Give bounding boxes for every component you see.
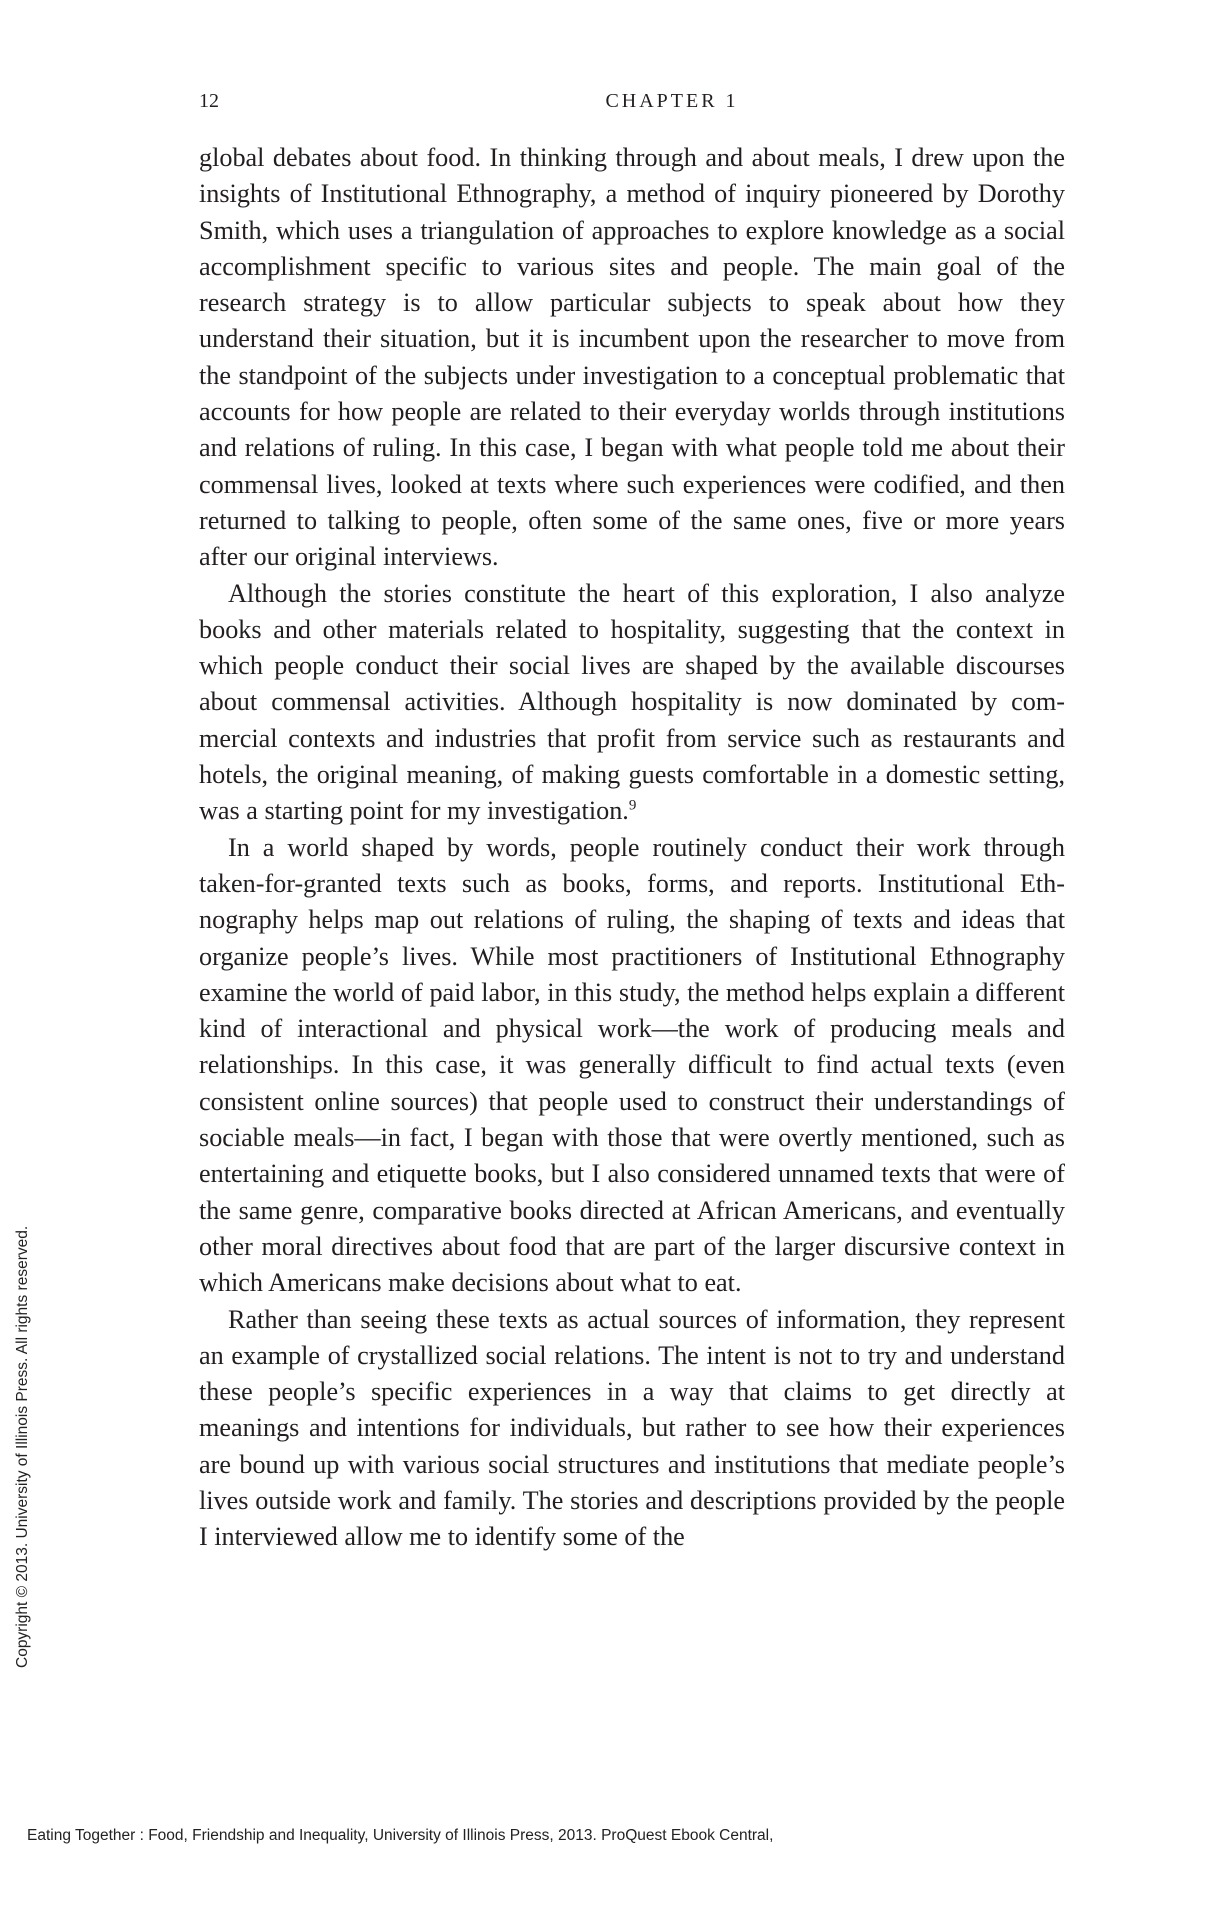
paragraph-2 [199, 576, 1065, 830]
paragraph-3-text: In a world shaped by words, people routinely conduct their work through taken-for-granted texts such as books, forms, and reports. Institutional Ethnography helps map out relations of ruling, the shaping of texts and ideas that organize people’s lives. While most practitioners of Institutional Ethnography examine the world of paid labor, in this study, the method helps explain a different kind of interactional and physical work—the work of producing meals and relationships. In this case, it was generally difficult to find actual texts (even consistent online sources) that people used to construct their understandings of sociable meals—in fact, I began with those that were overtly mentioned, such as entertaining and etiquette books, but I also considered unnamed texts that were of the same genre, comparative books directed at African Americans, and eventually other moral directives about food that are part of the larger discursive context in which Americans make decisions about what to eat. [199, 832, 1065, 1298]
paragraph-4 [199, 1302, 1065, 1556]
paragraph-1 [199, 140, 1065, 576]
paragraph-1-text: global debates about food. In thinking through and about meals, I drew upon the insights of Institutional Ethnography, a method of inquiry pioneered by Dorothy Smith, which uses a triangulation of approaches to explore knowledge as a social accomplishment specific to various sites and people. The main goal of the research strategy is to allow particular subjects to speak about how they understand their situation, but it is incumbent upon the researcher to move from the standpoint of the subjects under investigation to a conceptual problematic that accounts for how people are related to their everyday worlds through institutions and relations of ruling. In this case, I began with what people told me about their commensal lives, looked at texts where such experiences were codified, and then returned to talking to people, often some of the same ones, five or more years after our original interviews. [199, 143, 1065, 572]
copyright-margin-note: Copyright © 2013. University of Illinois Press. All rights reserved. [14, 1225, 31, 1668]
paragraph-2-text: Although the stories constitute the heart of this exploration, I also analyze books and other materials related to hospitality, suggesting that the context in which people conduct their social lives are shaped by the available discourses about commensal activities. Although hospitality is now dominated by commercial contexts and industries that profit from service such as restaurants and hotels, the original meaning, of making guests comfortable in a domestic setting, was a starting point for my investigation. [199, 578, 1065, 826]
page-number: 12 [199, 90, 219, 112]
paragraph-4-text: Rather than seeing these texts as actual sources of information, they represent an example of crystallized social relations. The intent is not to try and understand these people’s specific experiences in a way that claims to get directly at meanings and intentions for individuals, but rather to see how their experiences are bound up with various social structures and institutions that mediate people’s lives outside work and family. The stories and descriptions provided by the people I interviewed allow me to identify some of the [199, 1304, 1065, 1552]
body-text [199, 140, 1065, 1556]
source-footer: Eating Together : Food, Friendship and Inequality, University of Illinois Press, 2013. ProQuest Ebook Central, [27, 1827, 774, 1844]
footnote-reference-9[interactable]: 9 [628, 797, 637, 814]
paragraph-3 [199, 830, 1065, 1302]
chapter-title: CHAPTER 1 [605, 90, 739, 112]
running-head [199, 86, 1065, 116]
